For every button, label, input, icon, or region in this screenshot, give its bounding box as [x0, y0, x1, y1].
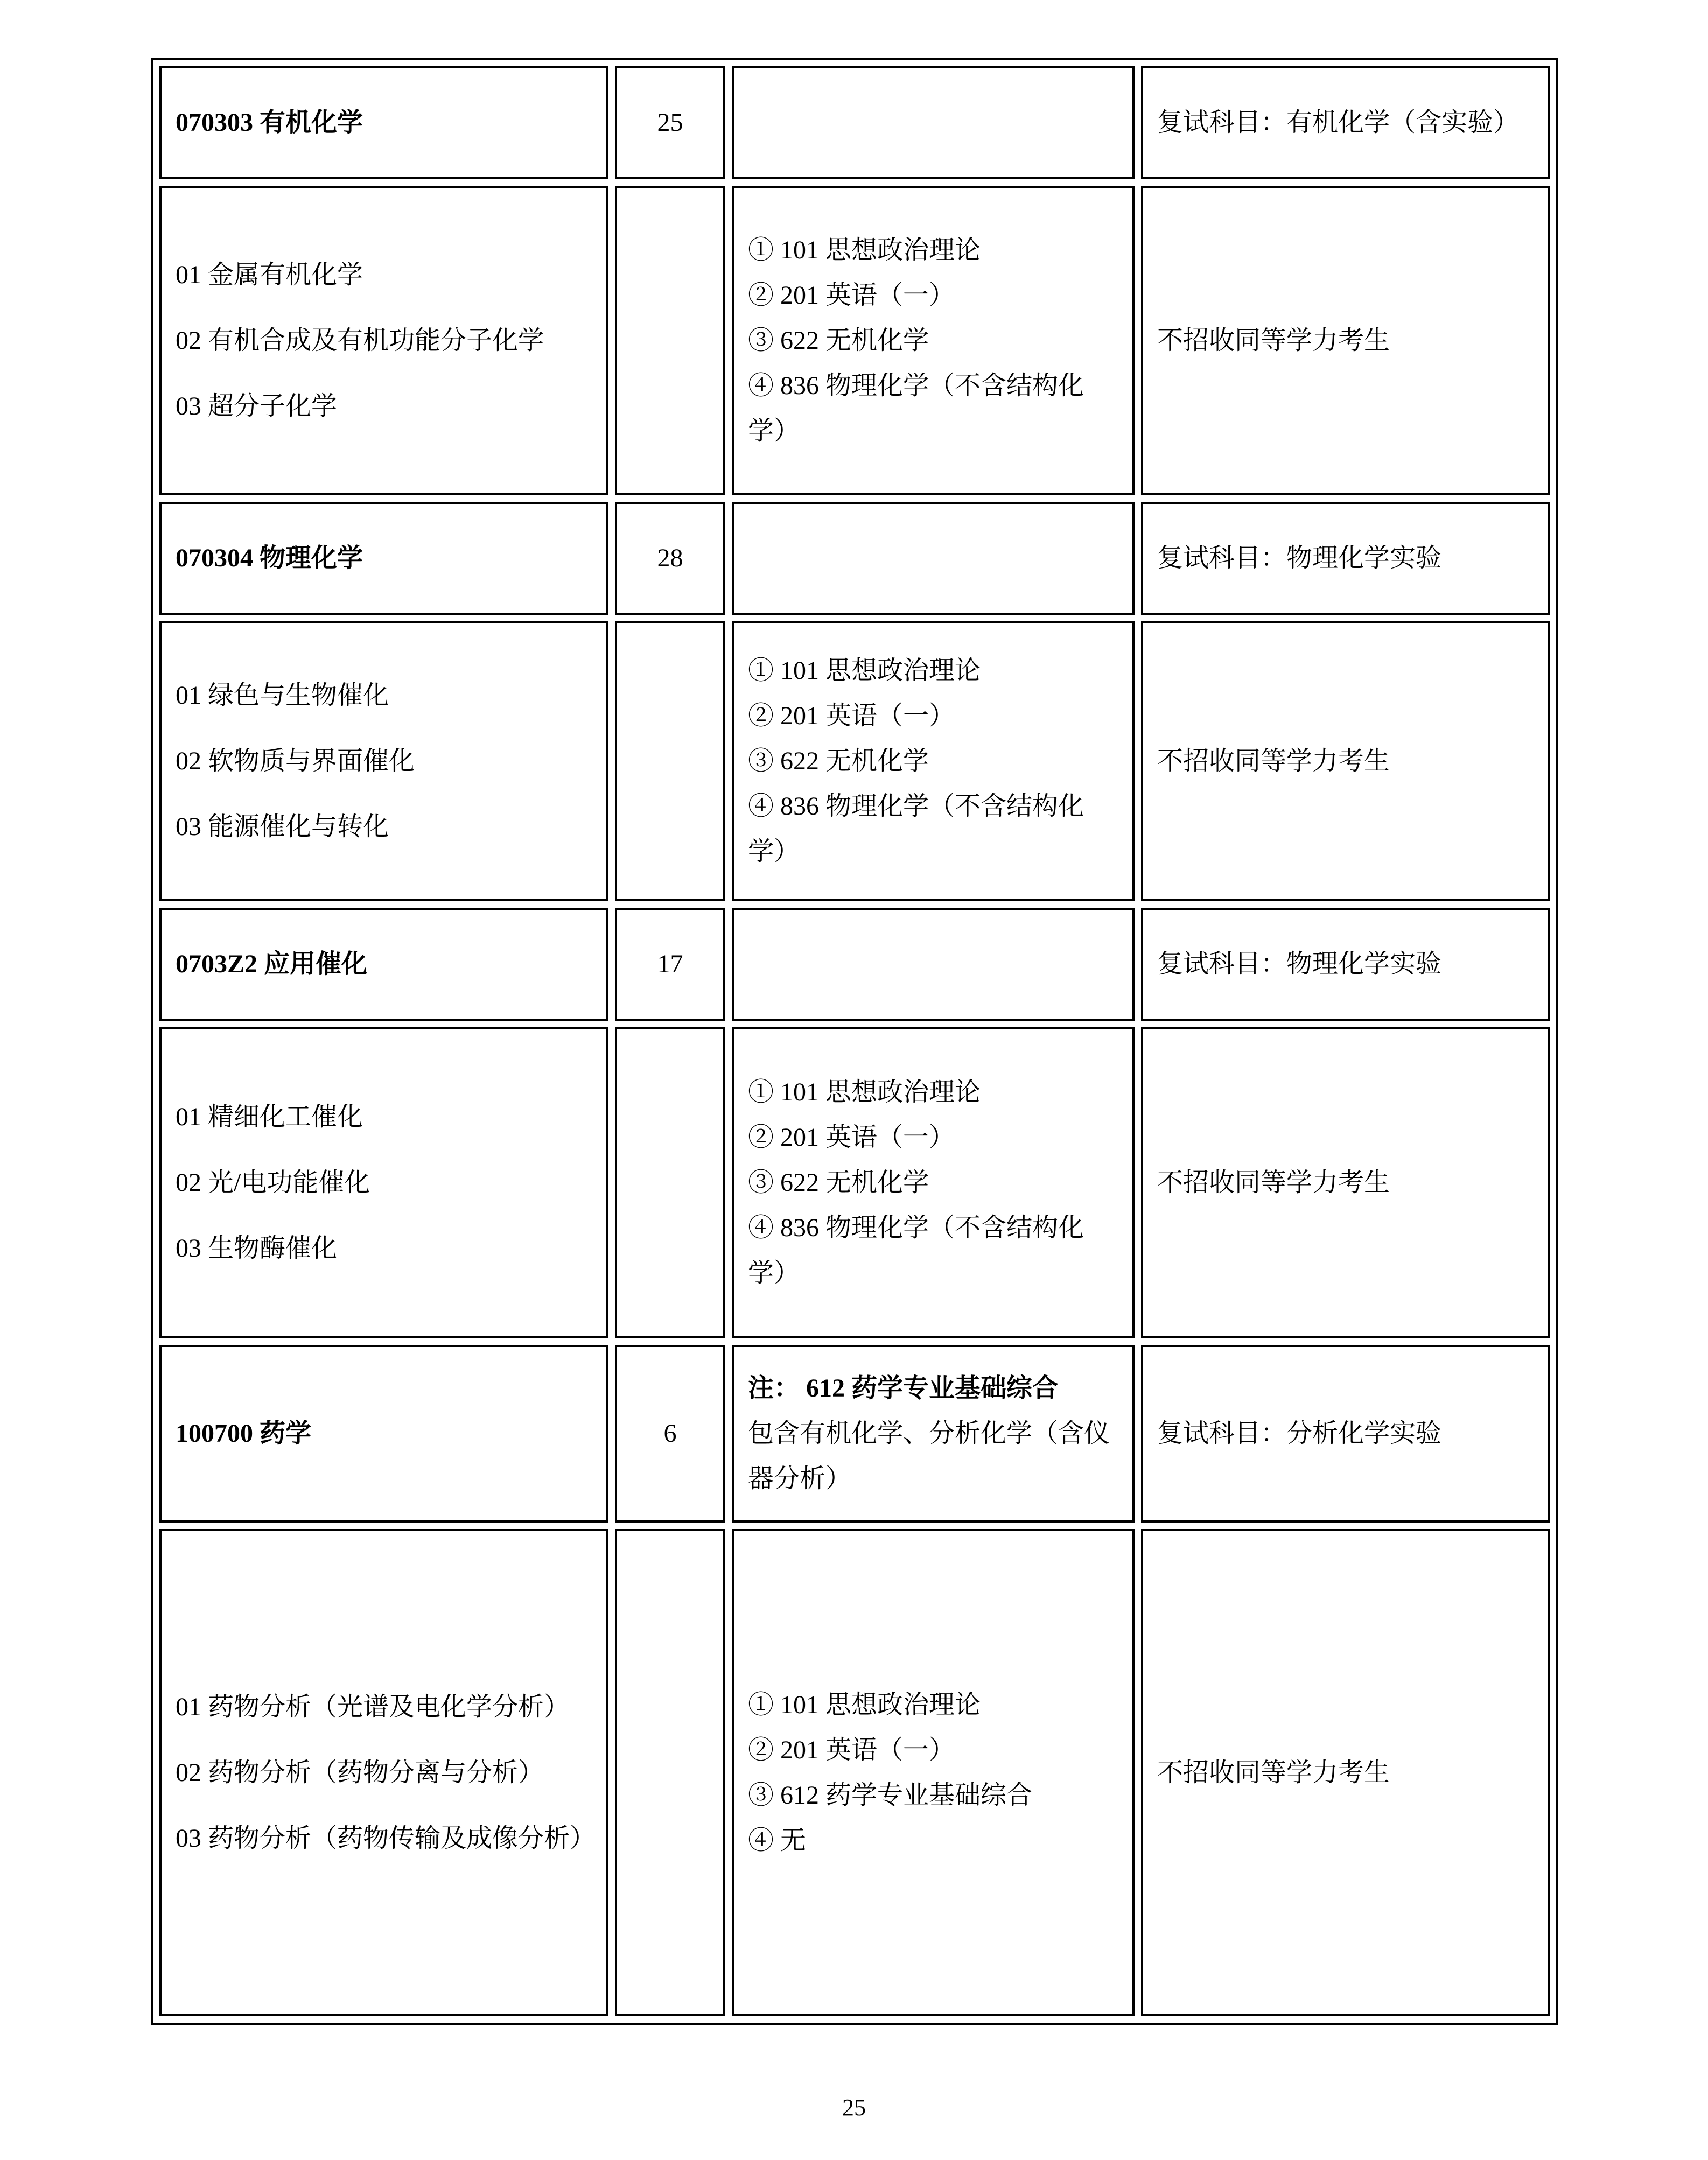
direction-item: 03 能源催化与转化 — [176, 812, 389, 841]
empty-cell — [732, 66, 1135, 179]
exam-subjects-cell — [732, 1529, 1135, 2016]
direction-item: 01 绿色与生物催化 — [176, 681, 389, 710]
empty-cell — [615, 621, 725, 901]
direction-item: 02 有机合成及有机功能分子化学 — [176, 326, 544, 355]
direction-item: 02 软物质与界面催化 — [176, 747, 415, 775]
exam-subjects-cell — [732, 621, 1135, 901]
remarks-cell: 复试科目：物理化学实验 — [1141, 908, 1550, 1021]
quota-cell: 25 — [615, 66, 725, 179]
major-cell: 0703Z2 应用催化 — [159, 908, 608, 1021]
table-row — [159, 621, 1550, 901]
table-row — [159, 186, 1550, 495]
major-cell: 070303 有机化学 — [159, 66, 608, 179]
subject-item: ① 101 思想政治理论 — [748, 1690, 981, 1719]
table-row — [159, 908, 1550, 1021]
major-cell: 100700 药学 — [159, 1345, 608, 1523]
research-directions-cell — [159, 186, 608, 495]
subject-item: ① 101 思想政治理论 — [748, 656, 981, 685]
direction-item: 01 精细化工催化 — [176, 1103, 363, 1131]
quota-cell: 28 — [615, 502, 725, 615]
subject-item: ③ 612 药学专业基础综合 — [748, 1780, 1033, 1810]
empty-cell — [615, 1027, 725, 1338]
remarks-cell: 不招收同等学力考生 — [1141, 621, 1550, 901]
direction-item: 03 超分子化学 — [176, 391, 338, 420]
direction-item: 01 药物分析（光谱及电化学分析） — [176, 1692, 570, 1721]
empty-cell — [615, 186, 725, 495]
note-text: 包含有机化学、分析化学（含仪器分析） — [748, 1419, 1110, 1493]
direction-item: 02 药物分析（药物分离与分析） — [176, 1758, 544, 1787]
subject-item: ③ 622 无机化学 — [748, 326, 929, 355]
subject-item: ④ 836 物理化学（不含结构化学） — [748, 792, 1084, 866]
table-row — [159, 502, 1550, 615]
subject-item: ② 201 英语（一） — [748, 280, 955, 310]
admissions-table — [151, 58, 1558, 2025]
direction-item: 02 光/电功能催化 — [176, 1168, 370, 1197]
major-cell: 070304 物理化学 — [159, 502, 608, 615]
note-cell — [732, 1345, 1135, 1523]
direction-item: 03 药物分析（药物传输及成像分析） — [176, 1824, 596, 1853]
remarks-cell: 不招收同等学力考生 — [1141, 1027, 1550, 1338]
direction-item: 01 金属有机化学 — [176, 260, 363, 289]
subject-item: ② 201 英语（一） — [748, 702, 955, 730]
subject-item: ③ 622 无机化学 — [748, 1168, 929, 1197]
research-directions-cell — [159, 1027, 608, 1338]
note-bold-text: 注： 612 药学专业基础综合 — [748, 1374, 1059, 1402]
subject-item: ④ 无 — [748, 1826, 807, 1855]
subject-item: ② 201 英语（一） — [748, 1735, 955, 1764]
table-row — [159, 1027, 1550, 1338]
empty-cell — [732, 502, 1135, 615]
subject-item: ② 201 英语（一） — [748, 1123, 955, 1152]
remarks-cell: 复试科目：有机化学（含实验） — [1141, 66, 1550, 179]
subject-item: ③ 622 无机化学 — [748, 747, 929, 775]
subject-item: ④ 836 物理化学（不含结构化学） — [748, 1214, 1084, 1287]
quota-cell: 6 — [615, 1345, 725, 1523]
empty-cell — [732, 908, 1135, 1021]
direction-item: 03 生物酶催化 — [176, 1234, 338, 1263]
table-row — [159, 1529, 1550, 2016]
subject-item: ① 101 思想政治理论 — [748, 1078, 981, 1106]
table-row — [159, 66, 1550, 179]
subject-item: ④ 836 物理化学（不含结构化学） — [748, 371, 1084, 445]
exam-subjects-cell — [732, 186, 1135, 495]
remarks-cell: 复试科目：物理化学实验 — [1141, 502, 1550, 615]
exam-subjects-cell — [732, 1027, 1135, 1338]
page-number: 25 — [842, 2094, 866, 2121]
subject-item: ① 101 思想政治理论 — [748, 235, 981, 264]
table-row — [159, 1345, 1550, 1523]
remarks-cell: 不招收同等学力考生 — [1141, 186, 1550, 495]
remarks-cell: 不招收同等学力考生 — [1141, 1529, 1550, 2016]
empty-cell — [615, 1529, 725, 2016]
research-directions-cell — [159, 621, 608, 901]
quota-cell: 17 — [615, 908, 725, 1021]
remarks-cell: 复试科目：分析化学实验 — [1141, 1345, 1550, 1523]
research-directions-cell — [159, 1529, 608, 2016]
